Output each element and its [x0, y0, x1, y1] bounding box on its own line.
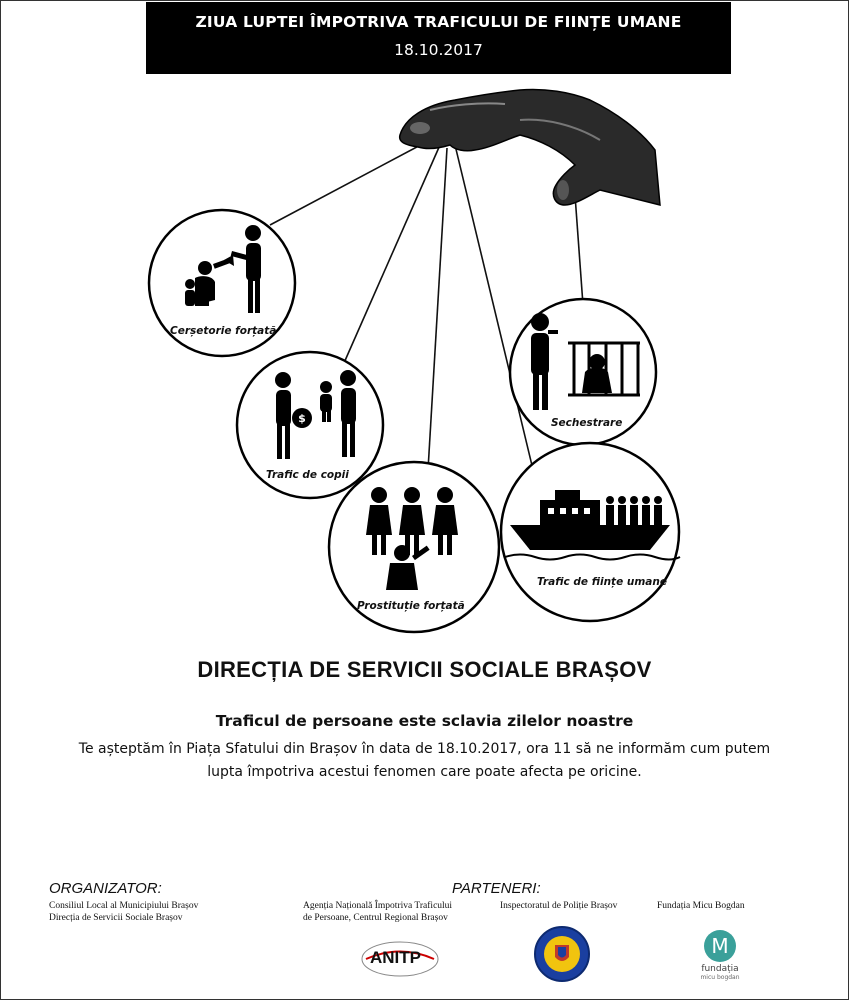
page-title: DIRECȚIA DE SERVICII SOCIALE BRAȘOV	[197, 657, 652, 682]
partner-police: Inspectoratul de Poliție Brașov	[500, 901, 618, 911]
subtitle: Traficul de persoane este sclavia zilelor noastre	[215, 712, 634, 730]
organizer-heading: ORGANIZATOR:	[49, 880, 162, 897]
header-date: 18.10.2017	[394, 41, 483, 59]
caption-child-trafficking: Trafic de copii	[266, 469, 349, 481]
puppeteer-hand-icon	[400, 89, 660, 205]
foundation-logo	[690, 930, 750, 990]
partner-anitp-line-1: Agenția Națională Împotriva Traficului	[303, 901, 453, 911]
invitation-line-1: Te așteptăm în Piața Sfatului din Brașov în data de 18.10.2017, ora 11 să ne informăm cum putem	[78, 741, 771, 757]
header-title: ZIUA LUPTEI ÎMPOTRIVA TRAFICULUI DE FIINȚE UMANE	[195, 13, 682, 31]
organizer-line-2: Direcția de Servicii Sociale Brașov	[49, 913, 183, 923]
anitp-logo-text: ANITP	[370, 948, 421, 967]
foundation-logo-text: fundația	[701, 964, 739, 974]
human-trafficking-circle	[501, 443, 680, 621]
caption-sequestration: Sechestrare	[551, 417, 623, 429]
foundation-logo-circle-icon	[704, 930, 736, 962]
caption-forced-prostitution: Prostituție forțată	[357, 600, 465, 612]
caption-forced-begging: Cerșetorie forțată	[170, 325, 277, 337]
partner-foundation: Fundația Micu Bogdan	[657, 901, 745, 911]
svg-text:$: $	[298, 412, 306, 425]
police-emblem-icon	[533, 925, 591, 983]
caption-human-trafficking: Trafic de ființe umane	[537, 576, 667, 588]
foundation-logo-letter: M	[711, 934, 729, 958]
invitation-line-2: lupta împotriva acestui fenomen care poate afecta pe oricine.	[207, 764, 642, 780]
partner-anitp-line-2: de Persoane, Centrul Regional Brașov	[303, 913, 448, 923]
anitp-logo	[360, 939, 440, 979]
foundation-logo-subtext: micu bogdan	[700, 974, 740, 981]
partners-heading: PARTENERI:	[452, 880, 541, 897]
organizer-line-1: Consiliul Local al Municipiului Brașov	[49, 901, 199, 911]
